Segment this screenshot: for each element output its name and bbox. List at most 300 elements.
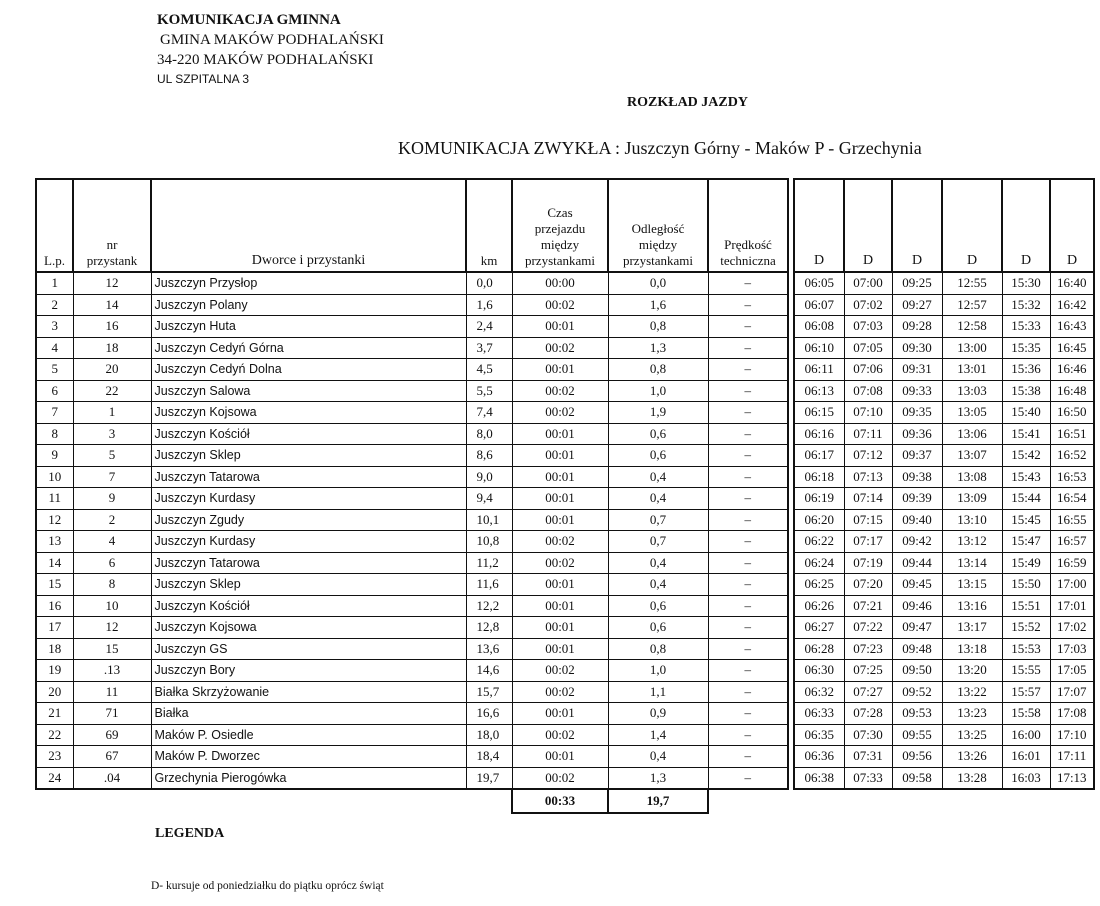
cell-distance: 0,8 (608, 316, 708, 338)
cell-speed: – (708, 724, 788, 746)
cell-departure-6: 17:11 (1050, 746, 1094, 768)
cell-departure-1: 06:33 (794, 703, 844, 725)
cell-stop-number: 4 (73, 531, 151, 553)
cell-stop-name: Juszczyn Kurdasy (151, 488, 466, 510)
cell-km: 1,6 (466, 294, 512, 316)
cell-km: 12,2 (466, 595, 512, 617)
cell-departure-5: 15:58 (1002, 703, 1050, 725)
cell-travel-time: 00:02 (512, 402, 608, 424)
cell-departure-4: 13:20 (942, 660, 1002, 682)
cell-departure-1: 06:17 (794, 445, 844, 467)
cell-speed: – (708, 423, 788, 445)
cell-departure-3: 09:40 (892, 509, 942, 531)
table-row (36, 617, 1094, 639)
cell-travel-time: 00:01 (512, 423, 608, 445)
cell-km: 10,1 (466, 509, 512, 531)
cell-lp: 13 (36, 531, 73, 553)
cell-distance: 0,4 (608, 746, 708, 768)
cell-departure-2: 07:15 (844, 509, 892, 531)
cell-stop-number: 71 (73, 703, 151, 725)
cell-km: 19,7 (466, 767, 512, 789)
cell-departure-4: 13:10 (942, 509, 1002, 531)
table-row (36, 552, 1094, 574)
cell-stop-name: Maków P. Dworzec (151, 746, 466, 768)
cell-departure-1: 06:38 (794, 767, 844, 789)
cell-km: 18,4 (466, 746, 512, 768)
cell-speed: – (708, 574, 788, 596)
cell-departure-6: 16:48 (1050, 380, 1094, 402)
cell-departure-6: 17:00 (1050, 574, 1094, 596)
cell-lp: 17 (36, 617, 73, 639)
cell-departure-2: 07:06 (844, 359, 892, 381)
cell-stop-number: 14 (73, 294, 151, 316)
cell-departure-5: 15:51 (1002, 595, 1050, 617)
cell-lp: 19 (36, 660, 73, 682)
cell-departure-3: 09:37 (892, 445, 942, 467)
cell-stop-number: 2 (73, 509, 151, 531)
cell-stop-number: 9 (73, 488, 151, 510)
cell-km: 16,6 (466, 703, 512, 725)
cell-departure-4: 13:06 (942, 423, 1002, 445)
cell-departure-3: 09:38 (892, 466, 942, 488)
cell-stop-number: 12 (73, 617, 151, 639)
cell-stop-number: .13 (73, 660, 151, 682)
cell-departure-3: 09:44 (892, 552, 942, 574)
cell-stop-name: Juszczyn Salowa (151, 380, 466, 402)
table-row (36, 423, 1094, 445)
cell-distance: 0,6 (608, 445, 708, 467)
cell-departure-5: 15:42 (1002, 445, 1050, 467)
cell-km: 10,8 (466, 531, 512, 553)
table-row (36, 724, 1094, 746)
cell-stop-number: 20 (73, 359, 151, 381)
cell-departure-6: 16:45 (1050, 337, 1094, 359)
cell-distance: 0,7 (608, 531, 708, 553)
cell-departure-2: 07:17 (844, 531, 892, 553)
cell-departure-5: 15:44 (1002, 488, 1050, 510)
table-row (36, 767, 1094, 789)
cell-distance: 0,4 (608, 488, 708, 510)
cell-stop-number: 18 (73, 337, 151, 359)
cell-departure-3: 09:33 (892, 380, 942, 402)
cell-departure-2: 07:21 (844, 595, 892, 617)
cell-km: 8,6 (466, 445, 512, 467)
cell-speed: – (708, 272, 788, 294)
cell-departure-1: 06:36 (794, 746, 844, 768)
cell-stop-number: 5 (73, 445, 151, 467)
table-row (36, 531, 1094, 553)
cell-travel-time: 00:01 (512, 466, 608, 488)
cell-departure-6: 17:08 (1050, 703, 1094, 725)
cell-departure-3: 09:36 (892, 423, 942, 445)
cell-departure-4: 13:15 (942, 574, 1002, 596)
cell-travel-time: 00:02 (512, 660, 608, 682)
cell-km: 14,6 (466, 660, 512, 682)
cell-speed: – (708, 767, 788, 789)
cell-departure-5: 15:43 (1002, 466, 1050, 488)
cell-km: 7,4 (466, 402, 512, 424)
route-subtitle: KOMUNIKACJA ZWYKŁA : Juszczyn Górny - Maków P - Grzechynia (398, 138, 922, 158)
table-row (36, 445, 1094, 467)
cell-departure-2: 07:27 (844, 681, 892, 703)
cell-travel-time: 00:01 (512, 595, 608, 617)
cell-departure-2: 07:02 (844, 294, 892, 316)
cell-departure-5: 15:50 (1002, 574, 1050, 596)
cell-distance: 1,4 (608, 724, 708, 746)
cell-lp: 8 (36, 423, 73, 445)
cell-stop-name: Juszczyn Sklep (151, 445, 466, 467)
cell-departure-5: 15:47 (1002, 531, 1050, 553)
cell-departure-6: 17:05 (1050, 660, 1094, 682)
cell-departure-4: 13:26 (942, 746, 1002, 768)
cell-stop-number: 15 (73, 638, 151, 660)
cell-departure-1: 06:15 (794, 402, 844, 424)
table-row (36, 488, 1094, 510)
cell-stop-name: Grzechynia Pierogówka (151, 767, 466, 789)
cell-departure-1: 06:25 (794, 574, 844, 596)
cell-departure-6: 16:59 (1050, 552, 1094, 574)
cell-lp: 2 (36, 294, 73, 316)
cell-travel-time: 00:01 (512, 445, 608, 467)
cell-km: 11,6 (466, 574, 512, 596)
cell-lp: 14 (36, 552, 73, 574)
cell-departure-6: 16:43 (1050, 316, 1094, 338)
cell-km: 4,5 (466, 359, 512, 381)
col-header-dep-6: D (1050, 179, 1094, 272)
cell-stop-name: Juszczyn Bory (151, 660, 466, 682)
cell-departure-6: 16:40 (1050, 272, 1094, 294)
cell-speed: – (708, 509, 788, 531)
table-row (36, 703, 1094, 725)
cell-departure-4: 12:58 (942, 316, 1002, 338)
cell-departure-1: 06:19 (794, 488, 844, 510)
cell-stop-number: .04 (73, 767, 151, 789)
cell-travel-time: 00:02 (512, 552, 608, 574)
cell-departure-6: 17:07 (1050, 681, 1094, 703)
cell-departure-2: 07:31 (844, 746, 892, 768)
cell-speed: – (708, 552, 788, 574)
cell-departure-1: 06:35 (794, 724, 844, 746)
col-header-dist: Odległość między przystankami (608, 179, 708, 272)
cell-lp: 7 (36, 402, 73, 424)
cell-stop-name: Białka (151, 703, 466, 725)
cell-travel-time: 00:02 (512, 767, 608, 789)
legend-title: LEGENDA (155, 826, 225, 841)
cell-departure-6: 16:55 (1050, 509, 1094, 531)
cell-speed: – (708, 294, 788, 316)
timetable (35, 178, 1095, 814)
cell-departure-3: 09:45 (892, 574, 942, 596)
table-row (36, 595, 1094, 617)
cell-departure-5: 16:00 (1002, 724, 1050, 746)
cell-departure-3: 09:47 (892, 617, 942, 639)
cell-departure-6: 16:54 (1050, 488, 1094, 510)
cell-stop-number: 22 (73, 380, 151, 402)
cell-stop-number: 69 (73, 724, 151, 746)
cell-lp: 21 (36, 703, 73, 725)
cell-departure-3: 09:56 (892, 746, 942, 768)
cell-speed: – (708, 466, 788, 488)
cell-stop-number: 11 (73, 681, 151, 703)
cell-departure-3: 09:39 (892, 488, 942, 510)
cell-km: 12,8 (466, 617, 512, 639)
cell-departure-2: 07:22 (844, 617, 892, 639)
cell-departure-1: 06:24 (794, 552, 844, 574)
cell-departure-4: 13:28 (942, 767, 1002, 789)
table-row (36, 359, 1094, 381)
cell-travel-time: 00:02 (512, 724, 608, 746)
cell-departure-5: 15:40 (1002, 402, 1050, 424)
cell-km: 9,0 (466, 466, 512, 488)
cell-departure-3: 09:48 (892, 638, 942, 660)
col-header-dep-2: D (844, 179, 892, 272)
cell-stop-number: 3 (73, 423, 151, 445)
cell-departure-2: 07:33 (844, 767, 892, 789)
cell-departure-3: 09:27 (892, 294, 942, 316)
cell-departure-2: 07:13 (844, 466, 892, 488)
cell-departure-5: 15:33 (1002, 316, 1050, 338)
table-header-row (36, 179, 1094, 272)
cell-lp: 10 (36, 466, 73, 488)
cell-lp: 5 (36, 359, 73, 381)
cell-departure-1: 06:05 (794, 272, 844, 294)
cell-stop-name: Juszczyn GS (151, 638, 466, 660)
cell-stop-name: Juszczyn Kościół (151, 423, 466, 445)
cell-departure-4: 13:18 (942, 638, 1002, 660)
cell-speed: – (708, 359, 788, 381)
cell-departure-5: 15:52 (1002, 617, 1050, 639)
cell-departure-5: 15:49 (1002, 552, 1050, 574)
cell-departure-1: 06:22 (794, 531, 844, 553)
cell-departure-2: 07:05 (844, 337, 892, 359)
cell-stop-name: Juszczyn Sklep (151, 574, 466, 596)
cell-travel-time: 00:02 (512, 380, 608, 402)
col-header-lp: L.p. (36, 179, 73, 272)
cell-lp: 12 (36, 509, 73, 531)
cell-departure-6: 16:52 (1050, 445, 1094, 467)
totals-row (36, 789, 1094, 813)
cell-distance: 0,4 (608, 552, 708, 574)
cell-speed: – (708, 703, 788, 725)
cell-stop-number: 8 (73, 574, 151, 596)
cell-stop-name: Juszczyn Zgudy (151, 509, 466, 531)
cell-departure-3: 09:53 (892, 703, 942, 725)
legend-text: D- kursuje od poniedziałku do piątku oprócz świąt (151, 880, 384, 892)
cell-lp: 23 (36, 746, 73, 768)
cell-lp: 20 (36, 681, 73, 703)
cell-distance: 1,3 (608, 337, 708, 359)
cell-departure-5: 15:41 (1002, 423, 1050, 445)
cell-departure-5: 15:45 (1002, 509, 1050, 531)
table-row (36, 337, 1094, 359)
cell-departure-6: 16:53 (1050, 466, 1094, 488)
cell-departure-2: 07:12 (844, 445, 892, 467)
cell-stop-name: Juszczyn Huta (151, 316, 466, 338)
cell-departure-1: 06:08 (794, 316, 844, 338)
cell-lp: 18 (36, 638, 73, 660)
cell-travel-time: 00:01 (512, 703, 608, 725)
cell-departure-3: 09:58 (892, 767, 942, 789)
cell-stop-name: Maków P. Osiedle (151, 724, 466, 746)
cell-departure-2: 07:03 (844, 316, 892, 338)
table-row (36, 660, 1094, 682)
col-header-dep-5: D (1002, 179, 1050, 272)
cell-departure-4: 13:07 (942, 445, 1002, 467)
cell-travel-time: 00:02 (512, 681, 608, 703)
cell-departure-1: 06:28 (794, 638, 844, 660)
cell-departure-2: 07:20 (844, 574, 892, 596)
cell-stop-number: 7 (73, 466, 151, 488)
table-row (36, 294, 1094, 316)
cell-distance: 1,3 (608, 767, 708, 789)
cell-stop-name: Juszczyn Kurdasy (151, 531, 466, 553)
cell-stop-name: Juszczyn Tatarowa (151, 466, 466, 488)
cell-stop-number: 12 (73, 272, 151, 294)
cell-departure-6: 17:01 (1050, 595, 1094, 617)
cell-departure-1: 06:16 (794, 423, 844, 445)
cell-departure-3: 09:50 (892, 660, 942, 682)
cell-stop-name: Juszczyn Kojsowa (151, 402, 466, 424)
cell-departure-4: 13:16 (942, 595, 1002, 617)
cell-departure-1: 06:13 (794, 380, 844, 402)
col-header-speed: Prędkość techniczna (708, 179, 788, 272)
cell-departure-1: 06:26 (794, 595, 844, 617)
cell-speed: – (708, 746, 788, 768)
cell-departure-4: 13:22 (942, 681, 1002, 703)
cell-departure-6: 17:13 (1050, 767, 1094, 789)
cell-departure-3: 09:42 (892, 531, 942, 553)
cell-travel-time: 00:01 (512, 509, 608, 531)
cell-travel-time: 00:01 (512, 638, 608, 660)
col-header-time: Czas przejazdu między przystankami (512, 179, 608, 272)
cell-distance: 0,0 (608, 272, 708, 294)
cell-km: 3,7 (466, 337, 512, 359)
cell-departure-1: 06:10 (794, 337, 844, 359)
cell-departure-5: 15:32 (1002, 294, 1050, 316)
cell-lp: 4 (36, 337, 73, 359)
cell-lp: 6 (36, 380, 73, 402)
cell-departure-5: 15:57 (1002, 681, 1050, 703)
cell-km: 11,2 (466, 552, 512, 574)
cell-departure-4: 13:23 (942, 703, 1002, 725)
col-header-dep-1: D (794, 179, 844, 272)
cell-departure-4: 13:12 (942, 531, 1002, 553)
cell-distance: 0,4 (608, 574, 708, 596)
cell-departure-1: 06:18 (794, 466, 844, 488)
cell-stop-number: 16 (73, 316, 151, 338)
cell-departure-3: 09:31 (892, 359, 942, 381)
cell-distance: 0,4 (608, 466, 708, 488)
cell-departure-4: 13:00 (942, 337, 1002, 359)
table-row (36, 316, 1094, 338)
cell-distance: 0,6 (608, 617, 708, 639)
header-org: KOMUNIKACJA GMINNA (157, 12, 341, 28)
cell-departure-1: 06:32 (794, 681, 844, 703)
table-row (36, 746, 1094, 768)
table-row (36, 681, 1094, 703)
cell-departure-6: 16:46 (1050, 359, 1094, 381)
cell-km: 2,4 (466, 316, 512, 338)
cell-travel-time: 00:01 (512, 746, 608, 768)
cell-stop-name: Juszczyn Polany (151, 294, 466, 316)
cell-km: 0,0 (466, 272, 512, 294)
cell-travel-time: 00:02 (512, 294, 608, 316)
cell-departure-4: 13:09 (942, 488, 1002, 510)
cell-departure-3: 09:25 (892, 272, 942, 294)
cell-lp: 16 (36, 595, 73, 617)
cell-speed: – (708, 380, 788, 402)
cell-departure-3: 09:30 (892, 337, 942, 359)
cell-departure-4: 13:17 (942, 617, 1002, 639)
header-street: UL SZPITALNA 3 (157, 72, 250, 86)
table-row (36, 402, 1094, 424)
cell-stop-name: Juszczyn Tatarowa (151, 552, 466, 574)
cell-stop-number: 1 (73, 402, 151, 424)
cell-departure-1: 06:07 (794, 294, 844, 316)
cell-departure-1: 06:27 (794, 617, 844, 639)
cell-departure-2: 07:30 (844, 724, 892, 746)
cell-lp: 22 (36, 724, 73, 746)
cell-departure-4: 12:55 (942, 272, 1002, 294)
cell-departure-1: 06:20 (794, 509, 844, 531)
cell-departure-1: 06:11 (794, 359, 844, 381)
cell-lp: 24 (36, 767, 73, 789)
cell-stop-number: 6 (73, 552, 151, 574)
cell-departure-3: 09:55 (892, 724, 942, 746)
cell-stop-name: Juszczyn Kościół (151, 595, 466, 617)
cell-travel-time: 00:01 (512, 359, 608, 381)
cell-lp: 15 (36, 574, 73, 596)
document-header (157, 10, 384, 89)
cell-km: 5,5 (466, 380, 512, 402)
cell-stop-name: Juszczyn Cedyń Dolna (151, 359, 466, 381)
cell-speed: – (708, 316, 788, 338)
cell-stop-name: Białka Skrzyżowanie (151, 681, 466, 703)
cell-travel-time: 00:01 (512, 488, 608, 510)
cell-speed: – (708, 402, 788, 424)
col-header-km: km (466, 179, 512, 272)
table-row (36, 466, 1094, 488)
col-header-dep-4: D (942, 179, 1002, 272)
cell-distance: 0,8 (608, 638, 708, 660)
cell-departure-5: 15:36 (1002, 359, 1050, 381)
cell-departure-4: 13:25 (942, 724, 1002, 746)
table-row (36, 574, 1094, 596)
cell-departure-6: 17:03 (1050, 638, 1094, 660)
cell-departure-3: 09:52 (892, 681, 942, 703)
cell-travel-time: 00:01 (512, 316, 608, 338)
cell-departure-6: 17:02 (1050, 617, 1094, 639)
cell-departure-5: 15:55 (1002, 660, 1050, 682)
cell-departure-6: 16:57 (1050, 531, 1094, 553)
cell-travel-time: 00:00 (512, 272, 608, 294)
cell-km: 9,4 (466, 488, 512, 510)
col-header-nr: nr przystank (73, 179, 151, 272)
cell-departure-5: 15:35 (1002, 337, 1050, 359)
cell-stop-name: Juszczyn Cedyń Górna (151, 337, 466, 359)
cell-distance: 1,0 (608, 380, 708, 402)
cell-lp: 9 (36, 445, 73, 467)
cell-departure-2: 07:08 (844, 380, 892, 402)
cell-speed: – (708, 617, 788, 639)
cell-stop-name: Juszczyn Kojsowa (151, 617, 466, 639)
cell-km: 13,6 (466, 638, 512, 660)
cell-departure-5: 15:30 (1002, 272, 1050, 294)
timetable-container (35, 178, 1095, 814)
cell-departure-4: 13:03 (942, 380, 1002, 402)
cell-distance: 1,1 (608, 681, 708, 703)
cell-speed: – (708, 660, 788, 682)
